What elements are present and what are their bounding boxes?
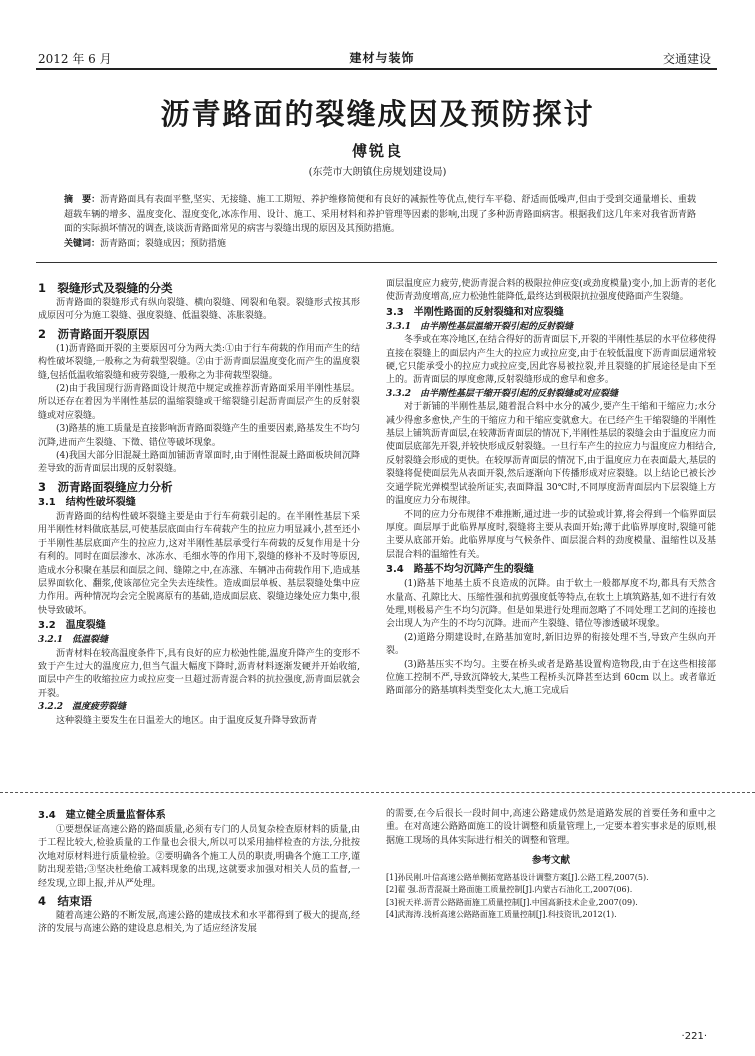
- paragraph-continued: 的需要,在今后很长一段时间中,高速公路建成仍然是道路发展的首要任务和重中之重。在对高速公路路面施工的设计调整和质量管理上,一定要本着实事求是的原则,根据施工现场的具体实际进行相关的调整和管理。: [386, 809, 716, 846]
- paragraph: 沥青路面的裂缝形式有纵向裂缝、横向裂缝、网裂和龟裂。裂缝形式按其形成原因可分为施工裂缝、强度裂缝、低温裂缝、冻胀裂缝。: [38, 298, 360, 322]
- body-column-left-continued: [38, 808, 360, 937]
- reference-item: [2]翟 强.沥青混凝土路面施工质量控制[J].内蒙古石油化工,2007(06).: [386, 885, 633, 895]
- subsubsection-heading: 3.3.2 由半刚性基层干缩开裂引起的反射裂缝或对应裂缝: [386, 388, 619, 399]
- references-list: [386, 872, 716, 922]
- keywords-text: 沥青路面；裂缝成因；预防措施: [100, 239, 227, 249]
- conclusion-continued: [386, 808, 716, 848]
- section-heading: 4 结束语: [38, 894, 93, 909]
- body-column-left: [38, 278, 360, 728]
- page-header: [0, 0, 755, 76]
- abstract-rule: [36, 262, 717, 263]
- subsubsection-heading: 3.3.1 由半刚性基层温缩开裂引起的反射裂缝: [386, 321, 574, 332]
- reference-item: [1]孙民刚.叶信高速公路单侧拓宽路基设计调整方案[J].公路工程,2007(5).: [386, 872, 649, 882]
- subsection-heading: 3.1 结构性破坏裂缝: [38, 496, 136, 508]
- body-column-right-continued: [386, 808, 716, 922]
- paragraph: (2)由于我国现行沥青路面设计规范中规定或推荐沥青路面采用半刚性基层。所以还存在着因为半刚性基层的温缩裂缝或干缩裂缝引起沥青面层产生的反射裂缝或对应裂缝。: [38, 384, 360, 421]
- subsection-heading: 3.2 温度裂缝: [38, 620, 106, 632]
- paragraph: (1)路基下地基土质不良造成的沉降。由于软土一般都厚度不均,都具有天然含水量高、孔隙比大、压缩性强和抗剪强度低等特点,在软土上填筑路基,如不进行有效处理,则极易产生不均匀沉降。但是如果进行处理而忽略了不同处理工艺间的连接也会出现人为产生的不均匀沉降。进而产生裂缝、错位等渗透破坏现象。: [386, 579, 716, 630]
- paragraph: 随着高速公路的不断发展,高速公路的建成技术和水平都得到了极大的提高,经济的发展与高速公路的建设息息相关,为了适应经济发展: [38, 911, 360, 935]
- journal-name: 建材与装饰: [349, 51, 415, 65]
- subsection-heading: 3.3 半刚性路面的反射裂缝和对应裂缝: [386, 306, 564, 318]
- abstract-label: 摘 要：: [64, 195, 101, 205]
- paragraph: 不同的应力分布规律不难推断,通过进一步的试验或计算,将会得到一个临界面层厚度。面层厚于此临界厚度时,裂缝将主要从表面开始;薄于此临界厚度时,裂缝可能主要从底部开始。此临界厚度与气候条件、面层混合料的劲度模量、温缩性以及基层混合料的温缩性有关。: [386, 509, 716, 560]
- continuation-divider: [0, 792, 755, 794]
- abstract: [64, 193, 696, 237]
- paragraph-continued: 面层温度应力疲劳,使沥青混合料的极限拉伸应变(或劲度模量)变小,加上沥青的老化使沥青劲度增高,应力松弛性能降低,最终达到极限抗拉强度使路面产生裂缝。: [386, 279, 716, 303]
- reference-item: [4]武海涛.浅析高速公路路面施工质量控制[J].科技资讯,2012(1).: [386, 910, 617, 920]
- page-number: ·221·: [681, 1031, 707, 1042]
- author-affiliation: (东莞市大朗镇住房规划建设局): [308, 167, 447, 178]
- paragraph: (1)沥青路面开裂的主要原因可分为两大类:①由于行车荷载的作用而产生的结构性破坏裂缝,一般称之为荷载型裂缝。②由于沥青面层温度变化而产生的温度裂缝,包括低温收缩裂缝和疲劳裂缝,一般称之为非荷载型裂缝。: [38, 343, 360, 381]
- body-column-right: [386, 278, 716, 699]
- paragraph: ①要想保证高速公路的路面质量,必须有专门的人员复杂检查原材料的质量,由于工程比较大,检验质量的工作量也会很大,所以可以采用抽样检查的方法,分批按次地对原材料进行质量检验。②要明确各个施工人员的职责,明确各个施工工序,谨防出现差错;③坚决杜绝偷工减料现象的出现,这就要求加强对相关人员的监督,一经发现,立即上报,并从严处理。: [38, 825, 360, 889]
- keywords-label: 关键词：: [64, 239, 101, 249]
- abstract-text: 沥青路面具有表面平整,坚实、无接缝、施工工期短、养护维修简便和有良好的减振性等优点,使行车平稳、舒适而低噪声,但由于受到交通量增长、重载超载车辆的增多、温度变化、湿度变化,冰冻作用、设计、施工、采用材料和养护管理等因素的影响,出现了多种沥青路面病害。根据我们这几年来对我省沥青路面的实际损坏情况的调查,谈谈沥青路面常见的病害与裂缝出现的原因及其预防措施。: [64, 195, 696, 234]
- subsubsection-heading: 3.2.2 温度疲劳裂缝: [38, 702, 127, 713]
- subsection-heading: 3.4 路基不均匀沉降产生的裂缝: [386, 564, 534, 576]
- paragraph: (3)路基的施工质量是直接影响沥青路面裂缝产生的重要因素,路基发生不均匀沉降,进而产生裂缝、下徵、错位等破坏现象。: [38, 424, 360, 448]
- paragraph: 沥青材料在较高温度条件下,具有良好的应力松弛性能,温度升降产生的变形不致于产生过大的温度应力,但当气温大幅度下降时,沥青材料逐渐发硬并开始收缩,面层中产生的收缩拉应力或拉应变一旦超过沥青混合料的抗拉强度,沥青面层就会开裂。: [38, 648, 360, 699]
- subsubsection-heading: 3.2.1 低温裂缝: [38, 635, 109, 646]
- header-rule: [36, 68, 717, 70]
- article-title: 沥青路面的裂缝成因及预防探讨: [160, 97, 595, 131]
- paragraph: 沥青路面的结构性破坏裂缝主要是由于行车荷载引起的。在半刚性基层下采用半刚性材料做底基层,可使基层底面由行车荷载产生的拉应力明显减小,甚至还小于半刚性基层底面产生的拉应力,这对半刚性基层承受行车荷载的反复作用是十分有利的。同时在面层渗水、冰冻水、毛细水等的作用下,裂缝的修补不及时等原因,造成水分积聚在基层和面层之间、缝隙之中,在冻涨、车辆冲击荷载作用下,造成基层界面软化、翻浆,使该部位完全失去连续性。造成面层单板、基层裂缝处集中应力作用。两种情况均会完全脱离原有的基础,造成面层底、裂缝边缘处应力集中,很快导致破坏。: [38, 511, 360, 616]
- paragraph: 这种裂缝主要发生在日温差大的地区。由于温度反复升降导致沥青: [56, 715, 318, 726]
- paragraph: (2)道路分期建设时,在路基加宽时,新旧边界的衔接处理不当,导致产生纵向开裂。: [386, 632, 716, 657]
- reference-item: [3]祝天祥.沥青公路路面施工质量控制[J].中国高新技术企业,2007(09).: [386, 897, 638, 907]
- paragraph: (4)我国大部分旧混凝土路面加铺沥青罩面时,由于刚性混凝土路面板块间沉降差导致的沥青面层出现的反射裂缝。: [38, 451, 360, 475]
- paragraph: 冬季或在寒冷地区,在结合得好的沥青面层下,开裂的半刚性基层的水平位移使得直接在裂缝上的面层内产生大的拉应力或拉应变,由于在较低温度下沥青面层通常较硬,它只能承受小的拉应力或拉应变,因此容易被拉裂,并且裂缝的扩展途径是由下至上的。沥青面层的厚度愈薄,反射裂缝形成的愈早和愈多。: [386, 335, 716, 386]
- references-title: 参考文献: [531, 855, 570, 867]
- paragraph: (3)路基压实不均匀。主要在桥头或者是路基设置构造物段,由于在这些相接部位施工控制不严,导致沉降较大,某些工程桥头沉降甚至达到 60cm 以上。或者靠近路面部分的路基填料类型变化太大,施工完成后: [386, 659, 716, 697]
- section-name: 交通建设: [662, 52, 711, 66]
- keywords: [64, 237, 696, 251]
- header-date: 2012 年 6 月: [38, 52, 112, 66]
- section-heading: 2 沥青路面开裂原因: [38, 326, 150, 341]
- section-heading: 3 沥青路面裂缝应力分析: [38, 479, 173, 494]
- subsection-heading: 3.4 建立健全质量监督体系: [38, 810, 166, 821]
- paragraph: 对于新铺的半刚性基层,随着混合料中水分的减少,要产生干缩和干缩应力;水分减少得愈多愈快,产生的干缩应力和干缩应变就愈大。在已经产生干缩裂缝的半刚性基层上铺筑沥青面层,在较薄沥青面层的情况下,半刚性基层的裂缝会由于温度应力而使面层底部先开裂,并较快形成反射裂缝。一旦行车产生的拉应力与温度应力相结合,反射裂缝会形成的更快。在较厚沥青面层的情况下,由于温度应力在表面最大,基层的裂缝将促使面层先从表面开裂,然后逐渐向下传播形成对应裂缝。以上结论已被长沙交通学院光弹模型试验所证实,表面降温 30℃时,不同厚度沥青面层内下层裂缝上方的温度应力分布规律。: [386, 402, 716, 507]
- article-author: 傅锐良: [351, 142, 403, 160]
- section-heading: 1 裂缝形式及裂缝的分类: [38, 281, 173, 295]
